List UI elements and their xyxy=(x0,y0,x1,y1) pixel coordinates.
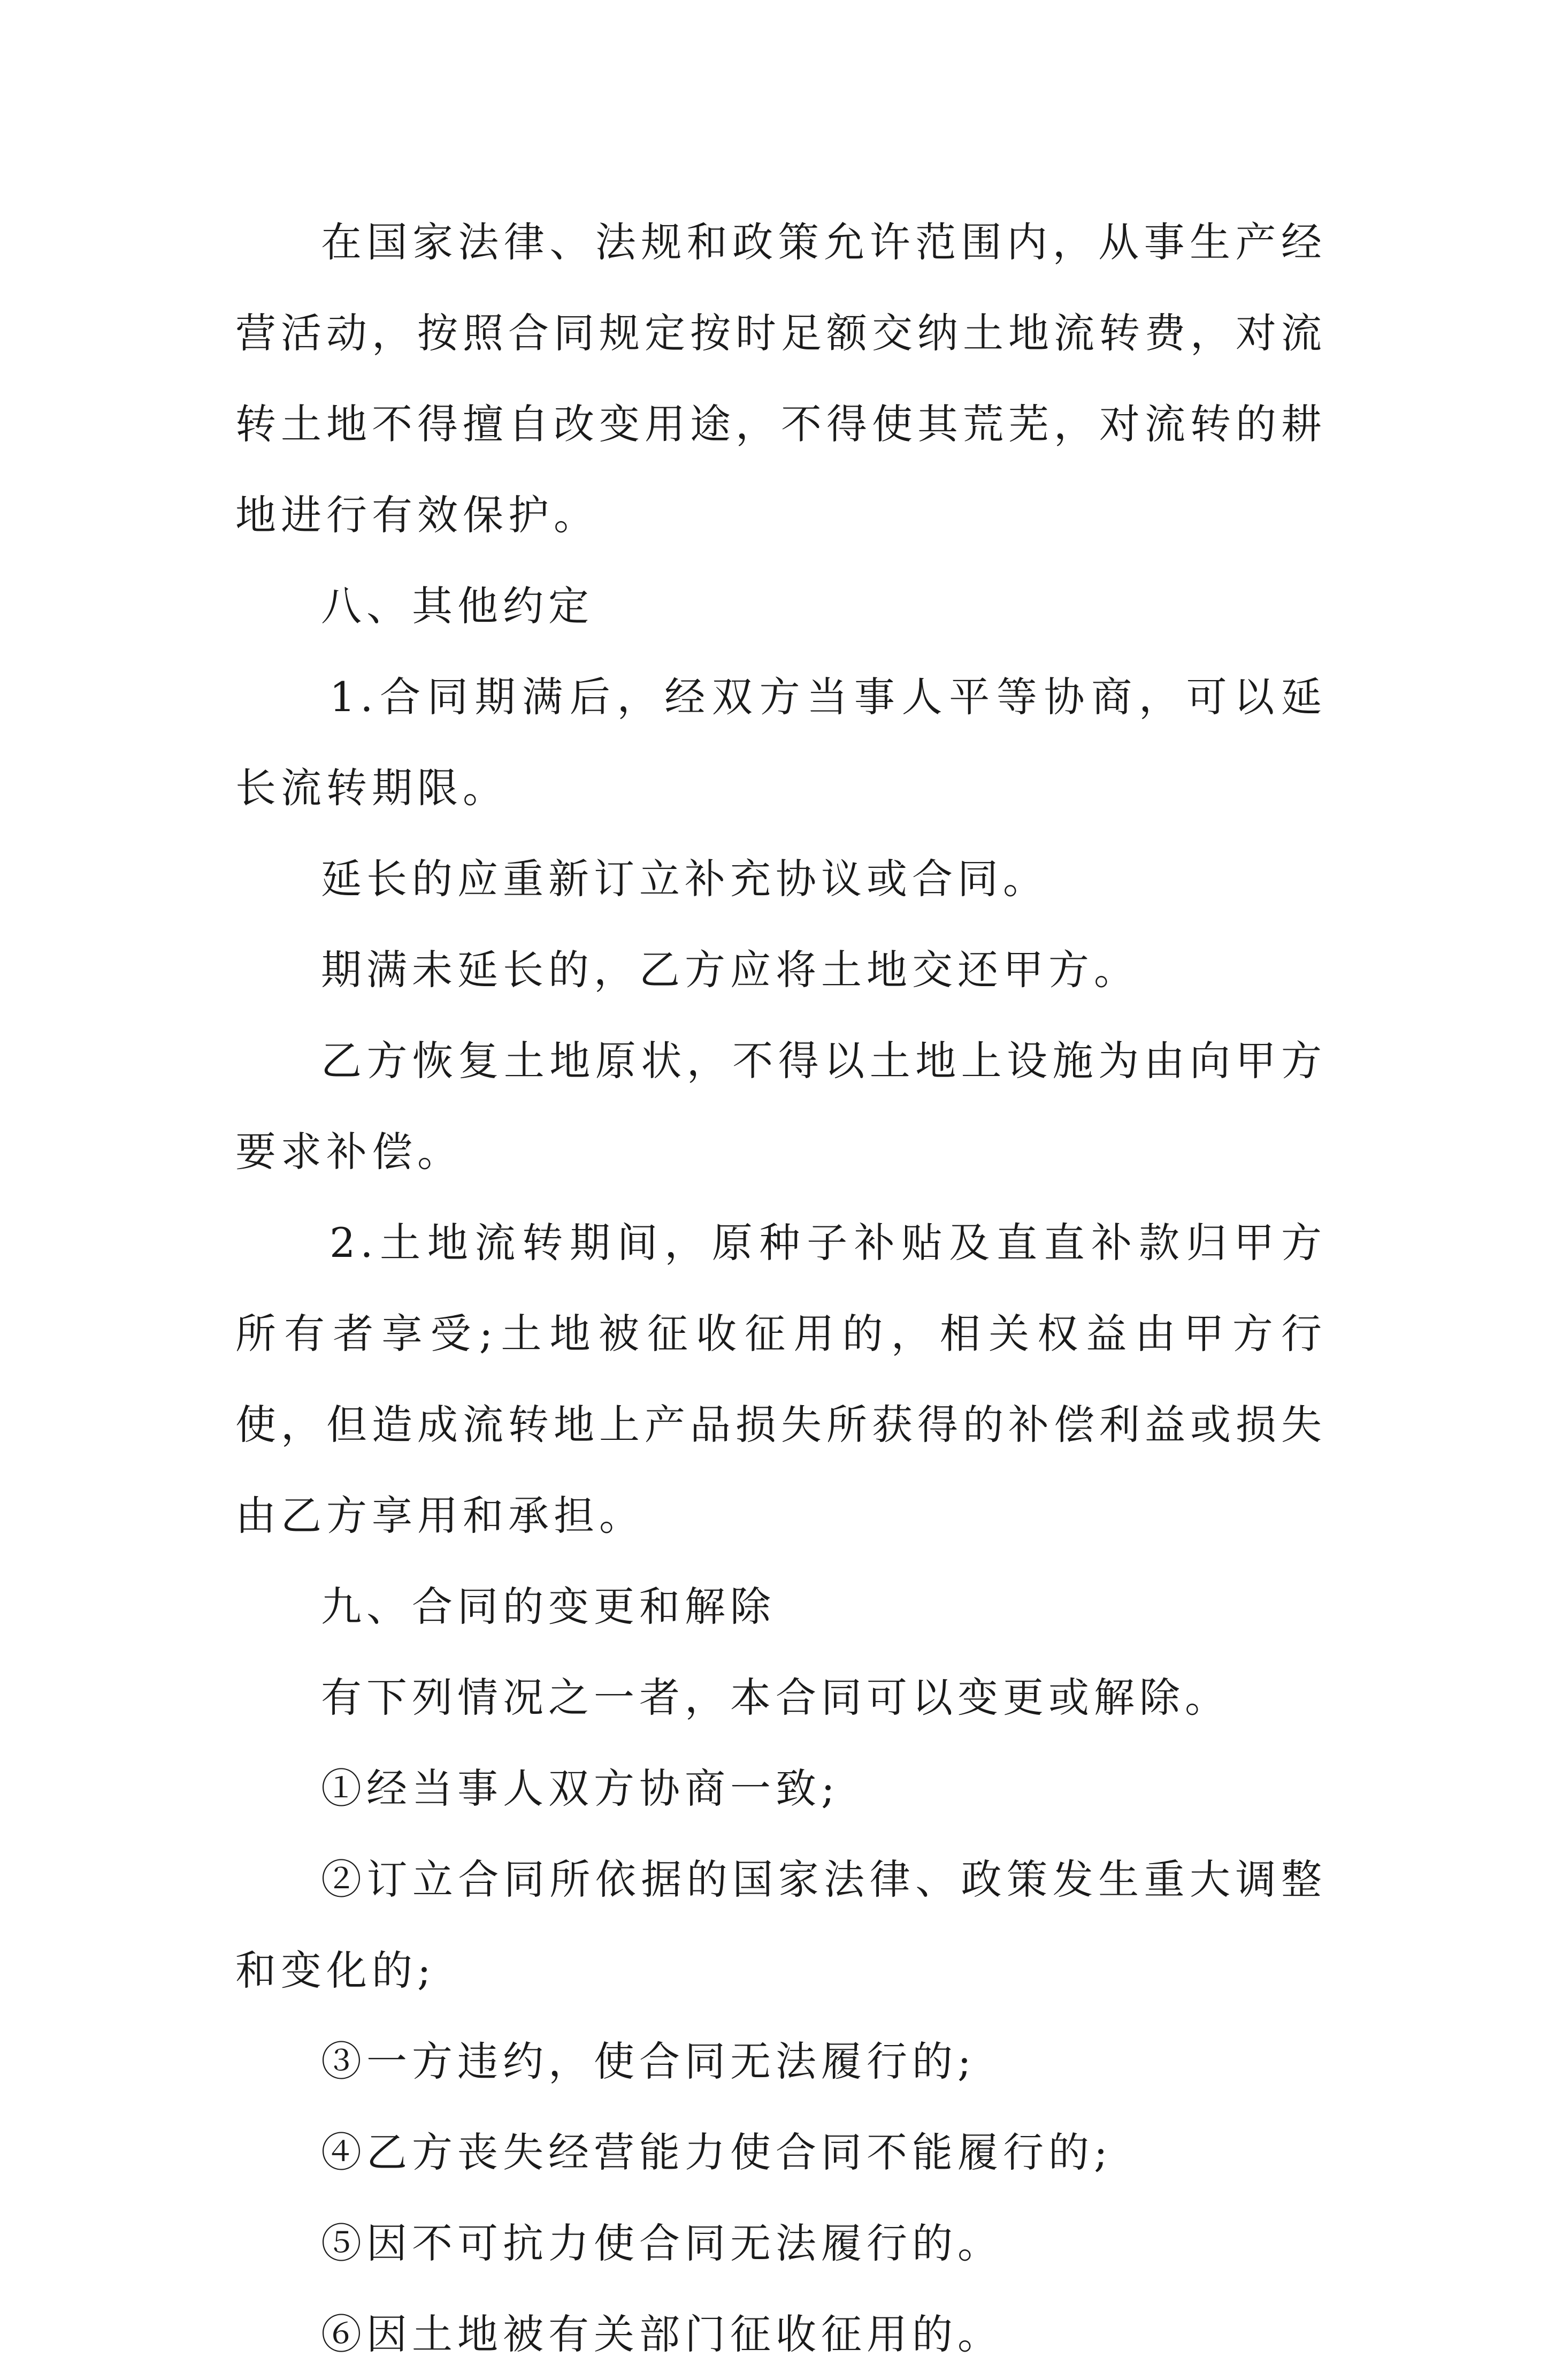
list-item-condition-2: ②订立合同所依据的国家法律、政策发生重大调整和变化的; xyxy=(235,1856,1327,1994)
paragraph-obligations: 在国家法律、法规和政策允许范围内，从事生产经营活动，按照合同规定按时足额交纳土地流转费，对流转土地不得擅自改变用途，不得使其荒芜，对流转的耕地进行有效保护。 xyxy=(235,218,1327,539)
section-heading-change-termination: 九、合同的变更和解除 xyxy=(321,1583,776,1630)
list-item-condition-3: ③一方违约，使合同无法履行的; xyxy=(321,2038,976,2085)
clause-1-extension: 1.合同期满后，经双方当事人平等协商，可以延长流转期限。 xyxy=(235,673,1327,812)
paragraph-supplementary-agreement: 延长的应重新订立补充协议或合同。 xyxy=(321,855,1048,903)
paragraph-return-land: 期满未延长的，乙方应将土地交还甲方。 xyxy=(321,946,1139,994)
list-item-condition-6: ⑥因土地被有关部门征收征用的。 xyxy=(321,2310,1003,2358)
list-item-condition-1: ①经当事人双方协商一致; xyxy=(321,1765,840,1812)
list-item-condition-5: ⑤因不可抗力使合同无法履行的。 xyxy=(321,2219,1003,2267)
section-heading-other-agreements: 八、其他约定 xyxy=(321,582,594,630)
clause-2-subsidies: 2.土地流转期间，原种子补贴及直直补款归甲方所有者享受;土地被征收征用的，相关权益由甲方行使，但造成流转地上产品损失所获得的补偿利益或损失由乙方享用和承担。 xyxy=(235,1219,1327,1539)
document-body xyxy=(235,197,1327,2380)
paragraph-conditions-intro: 有下列情况之一者，本合同可以变更或解除。 xyxy=(321,1674,1230,1721)
list-item-condition-4: ④乙方丧失经营能力使合同不能履行的; xyxy=(321,2129,1113,2176)
paragraph-restore-land: 乙方恢复土地原状，不得以土地上设施为由向甲方要求补偿。 xyxy=(235,1037,1327,1176)
